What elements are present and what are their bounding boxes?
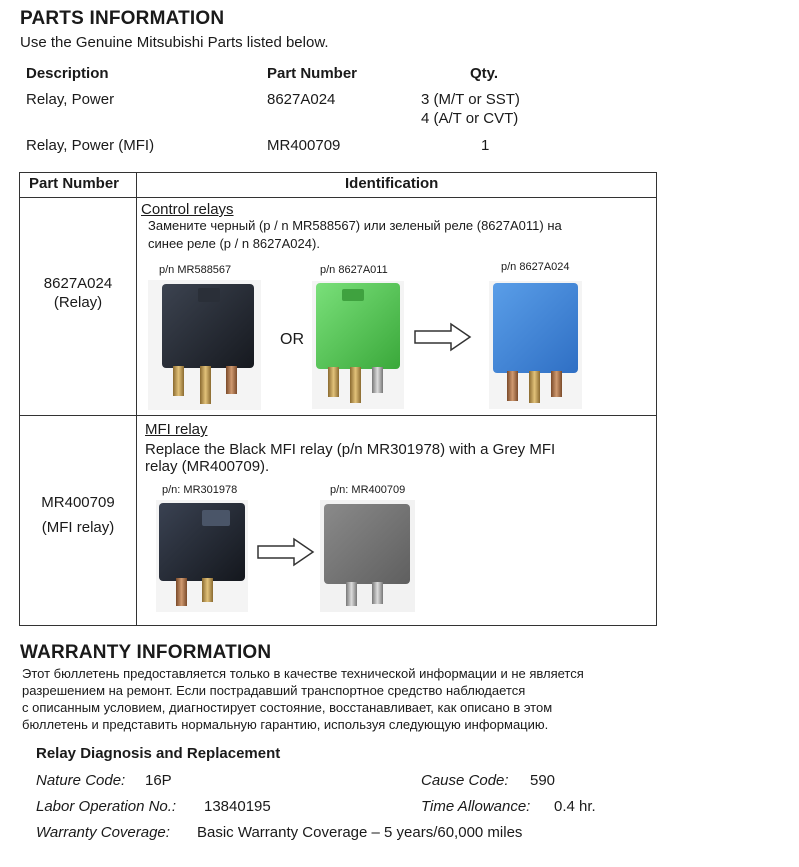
warranty-coverage-value: Basic Warranty Coverage – 5 years/60,000 miles <box>197 824 523 841</box>
relay-black-photo <box>148 280 261 410</box>
ident-row1-img1-label: p/n MR588567 <box>159 264 232 276</box>
or-label: OR <box>280 331 304 348</box>
relay-green-photo <box>312 281 404 409</box>
part-row1-qty2: 4 (A/T or CVT) <box>421 110 519 127</box>
part-row1-qty1: 3 (M/T or SST) <box>421 91 520 108</box>
warranty-text-line4: бюллетень и представить нормальную гарантию, используя следующую информацию. <box>22 717 549 732</box>
warranty-text-line2: разрешением на ремонт. Если пострадавший транспортное средство наблюдается <box>22 683 526 698</box>
ident-row1-heading: Control relays <box>141 201 234 218</box>
ident-header-partnumber: Part Number <box>29 175 120 192</box>
labor-operation-label: Labor Operation No.: <box>36 798 177 815</box>
warranty-text-line3: с описанным условием, диагностирует состояние, восстанавливает, как описано в этом <box>22 700 553 715</box>
col-qty-header: Qty. <box>470 65 499 82</box>
replace-arrow-icon <box>413 322 473 352</box>
relay-blue-photo <box>489 281 582 409</box>
ident-header-identification: Identification <box>345 175 439 192</box>
cause-code-value: 590 <box>530 772 556 789</box>
ident-row2-img1-label: p/n: MR301978 <box>162 484 238 496</box>
col-partnumber-header: Part Number <box>267 65 358 82</box>
ident-row2-heading: MFI relay <box>145 421 208 438</box>
ident-row1-img3-label: p/n 8627A024 <box>501 261 570 273</box>
nature-code-value: 16P <box>145 772 172 789</box>
cause-code-label: Cause Code: <box>421 772 509 789</box>
warranty-text-line1: Этот бюллетень предоставляется только в качестве технической информации и не является <box>22 666 584 681</box>
warranty-coverage-label: Warranty Coverage: <box>36 824 170 841</box>
part-row2-description: Relay, Power (MFI) <box>26 137 155 154</box>
part-row2-number: MR400709 <box>267 137 341 154</box>
ident-row1-pn-sub: (Relay) <box>53 294 103 311</box>
part-row1-description: Relay, Power <box>26 91 115 108</box>
replace-arrow-icon <box>256 537 316 567</box>
ident-row1-text1: Замените черный (p / n MR588567) или зеленый реле (8627A011) на <box>148 218 562 233</box>
time-allowance-value: 0.4 hr. <box>554 798 596 815</box>
relay-grey-mfi-photo <box>320 500 415 612</box>
parts-title: PARTS INFORMATION <box>20 8 225 29</box>
ident-row1-pn: 8627A024 <box>43 275 113 292</box>
ident-row1-text2: синее реле (p / n 8627A024). <box>148 236 320 251</box>
col-description-header: Description <box>26 65 109 82</box>
warranty-subtitle: Relay Diagnosis and Replacement <box>36 745 281 762</box>
warranty-title: WARRANTY INFORMATION <box>20 642 272 663</box>
part-row2-qty: 1 <box>481 137 490 154</box>
ident-row2-img2-label: p/n: MR400709 <box>330 484 406 496</box>
ident-row1-img2-label: p/n 8627A011 <box>320 264 388 276</box>
nature-code-label: Nature Code: <box>36 772 126 789</box>
relay-black-mfi-photo <box>156 500 248 612</box>
ident-row2-text1: Replace the Black MFI relay (p/n MR301978) with a Grey MFI <box>145 441 556 458</box>
ident-row2-pn: MR400709 <box>41 494 115 511</box>
labor-operation-value: 13840195 <box>204 798 271 815</box>
ident-row2-pn-sub: (MFI relay) <box>41 519 115 536</box>
part-row1-number: 8627A024 <box>267 91 336 108</box>
time-allowance-label: Time Allowance: <box>421 798 531 815</box>
parts-subtitle: Use the Genuine Mitsubishi Parts listed below. <box>20 34 329 51</box>
ident-row2-text2: relay (MR400709). <box>145 458 270 475</box>
